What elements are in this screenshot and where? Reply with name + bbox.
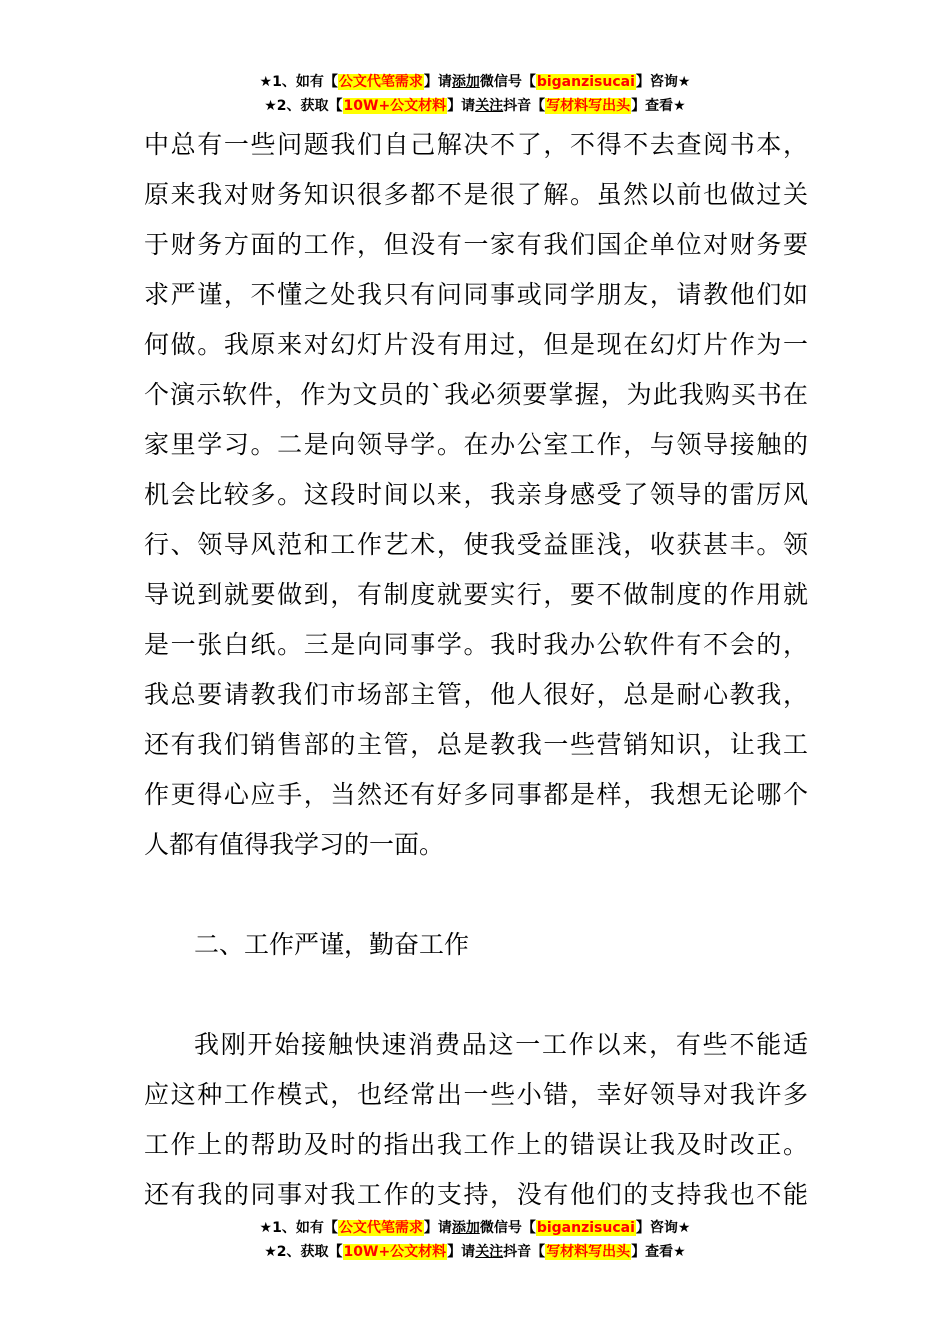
paragraph-line: 还有我们销售部的主管，总是教我一些营销知识，让我工 [144, 730, 808, 759]
paragraph-line: 还有我的同事对我工作的支持，没有他们的支持我也不能 [144, 1180, 808, 1209]
banner-line-2: ★2、获取【10W+公文材料】请关注抖音【写材料写出头】查看★ [264, 98, 686, 114]
section-heading: 二、工作严谨，勤奋工作 [194, 930, 470, 959]
document-body [144, 120, 808, 1220]
paragraph-line: 于财务方面的工作，但没有一家有我们国企单位对财务要 [144, 230, 808, 259]
paragraph-line: 我刚开始接触快速消费品这一工作以来，有些不能适 [194, 1030, 808, 1059]
paragraph-line: 机会比较多。这段时间以来，我亲身感受了领导的雷厉风 [144, 480, 808, 509]
blank-line [144, 870, 808, 920]
paragraph-line: 是一张白纸。三是向同事学。我时我办公软件有不会的， [144, 630, 808, 659]
banner-line-1: ★1、如有【公文代笔需求】请添加微信号【biganzisucai】咨询★ [259, 1220, 691, 1236]
paragraph-line: 工作上的帮助及时的指出我工作上的错误让我及时改正。 [144, 1130, 808, 1159]
paragraph-line: 作更得心应手，当然还有好多同事都是样，我想无论哪个 [144, 780, 808, 809]
paragraph-line: 人都有值得我学习的一面。 [144, 830, 445, 859]
paragraph-line: 家里学习。二是向领导学。在办公室工作，与领导接触的 [144, 430, 808, 459]
paragraph-line: 应这种工作模式，也经常出一些小错，幸好领导对我许多 [144, 1080, 808, 1109]
highlight-service: 公文代笔需求 [338, 74, 423, 90]
paragraph-line: 个演示软件，作为文员的`我必须要掌握，为此我购买书在 [144, 380, 808, 409]
paragraph-line: 何做。我原来对幻灯片没有用过，但是现在幻灯片作为一 [144, 330, 808, 359]
banner-line-1: ★1、如有【公文代笔需求】请添加微信号【biganzisucai】咨询★ [259, 74, 691, 90]
highlight-materials: 10W+公文材料 [343, 98, 447, 114]
paragraph-line: 我总要请教我们市场部主管，他人很好，总是耐心教我， [144, 680, 808, 709]
paragraph-line: 求严谨，不懂之处我只有问同事或同学朋友，请教他们如 [144, 280, 808, 309]
blank-line [144, 970, 808, 1020]
paragraph-line: 行、领导风范和工作艺术，使我受益匪浅，收获甚丰。领 [144, 530, 808, 559]
header-banner [0, 70, 950, 118]
banner-line-2: ★2、获取【10W+公文材料】请关注抖音【写材料写出头】查看★ [264, 1244, 686, 1260]
highlight-douyin: 写材料写出头 [546, 98, 631, 114]
paragraph-line: 原来我对财务知识很多都不是很了解。虽然以前也做过关 [144, 180, 808, 209]
highlight-materials: 10W+公文材料 [343, 1244, 447, 1260]
highlight-wechat-id: biganzisucai [536, 1220, 635, 1236]
highlight-douyin: 写材料写出头 [546, 1244, 631, 1260]
paragraph-line: 中总有一些问题我们自己解决不了，不得不去查阅书本， [144, 130, 808, 159]
highlight-service: 公文代笔需求 [338, 1220, 423, 1236]
footer-banner [0, 1216, 950, 1264]
highlight-wechat-id: biganzisucai [536, 74, 635, 90]
paragraph-line: 导说到就要做到，有制度就要实行，要不做制度的作用就 [144, 580, 808, 609]
